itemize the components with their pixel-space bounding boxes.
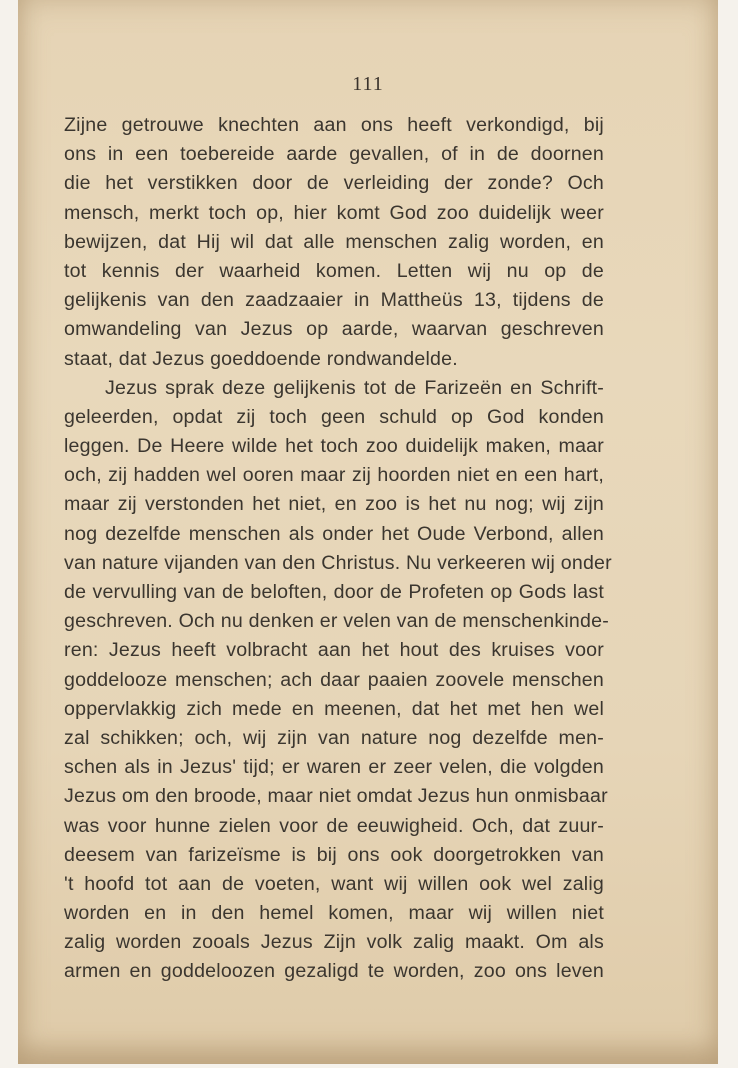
text-line: oppervlakkig zich mede en meenen, dat het met hen wel [64, 697, 604, 720]
text-line: schen als in Jezus' tijd; er waren er zeer velen, die volgden [64, 756, 604, 779]
text-line: bewijzen, dat Hij wil dat alle menschen zalig worden, en [64, 230, 604, 253]
text-line: Zijne getrouwe knechten aan ons heeft verkondigd, bij [64, 114, 604, 136]
text-line: goddelooze menschen; ach daar paaien zoovele menschen [64, 668, 604, 691]
text-line: och, zij hadden wel ooren maar zij hoorden niet en een hart, [64, 464, 604, 487]
text-line: deesem van farizeïsme is bij ons ook doorgetrokken van [64, 843, 604, 866]
text-line: leggen. De Heere wilde het toch zoo duidelijk maken, maar [64, 435, 604, 458]
text-line: armen en goddeloozen gezaligd te worden, zoo ons leven [64, 960, 604, 983]
text-line: de vervulling van de beloften, door de Profeten op Gods last [64, 581, 604, 603]
text-line: was voor hunne zielen voor de eeuwigheid. Och, dat zuur- [64, 814, 604, 837]
text-line: omwandeling van Jezus op aarde, waarvan geschreven [64, 318, 604, 341]
text-line: staat, dat Jezus goeddoende rondwandelde. [64, 347, 458, 370]
text-line: maar zij verstonden het niet, en zoo is het nu nog; wij zijn [64, 493, 604, 516]
text-line: tot kennis der waarheid komen. Letten wij nu op de [64, 259, 604, 282]
text-line: zal schikken; och, wij zijn van nature nog dezelfde men- [64, 726, 604, 749]
text-line: ren: Jezus heeft volbracht aan het hout des kruises voor [64, 639, 604, 662]
text-line: ons in een toebereide aarde gevallen, of in de doornen [64, 143, 604, 166]
book-page [18, 0, 718, 1064]
text-line: geleerden, opdat zij toch geen schuld op God konden [64, 405, 604, 428]
paragraph-first-line: Jezus sprak deze gelijkenis tot de Farizeën en Schrift- [105, 376, 604, 399]
text-line: mensch, merkt toch op, hier komt God zoo duidelijk weer [64, 201, 604, 224]
text-line: die het verstikken door de verleiding der zonde? Och [64, 172, 604, 195]
body-text [64, 111, 612, 987]
text-line: geschreven. Och nu denken er velen van de menschenkinde- [64, 610, 609, 633]
text-line: van nature vijanden van den Christus. Nu verkeeren wij onder [64, 551, 612, 574]
text-line: nog dezelfde menschen als onder het Oude Verbond, allen [64, 522, 604, 545]
text-line: worden en in den hemel komen, maar wij willen niet [64, 902, 604, 925]
text-line: Jezus om den broode, maar niet omdat Jezus hun onmisbaar [64, 785, 608, 808]
page-number: 111 [352, 73, 384, 95]
text-line: gelijkenis van den zaadzaaier in Mattheüs 13, tijdens de [64, 289, 604, 312]
text-line: 't hoofd tot aan de voeten, want wij willen ook wel zalig [64, 872, 604, 895]
text-line: zalig worden zooals Jezus Zijn volk zalig maakt. Om als [64, 931, 604, 954]
